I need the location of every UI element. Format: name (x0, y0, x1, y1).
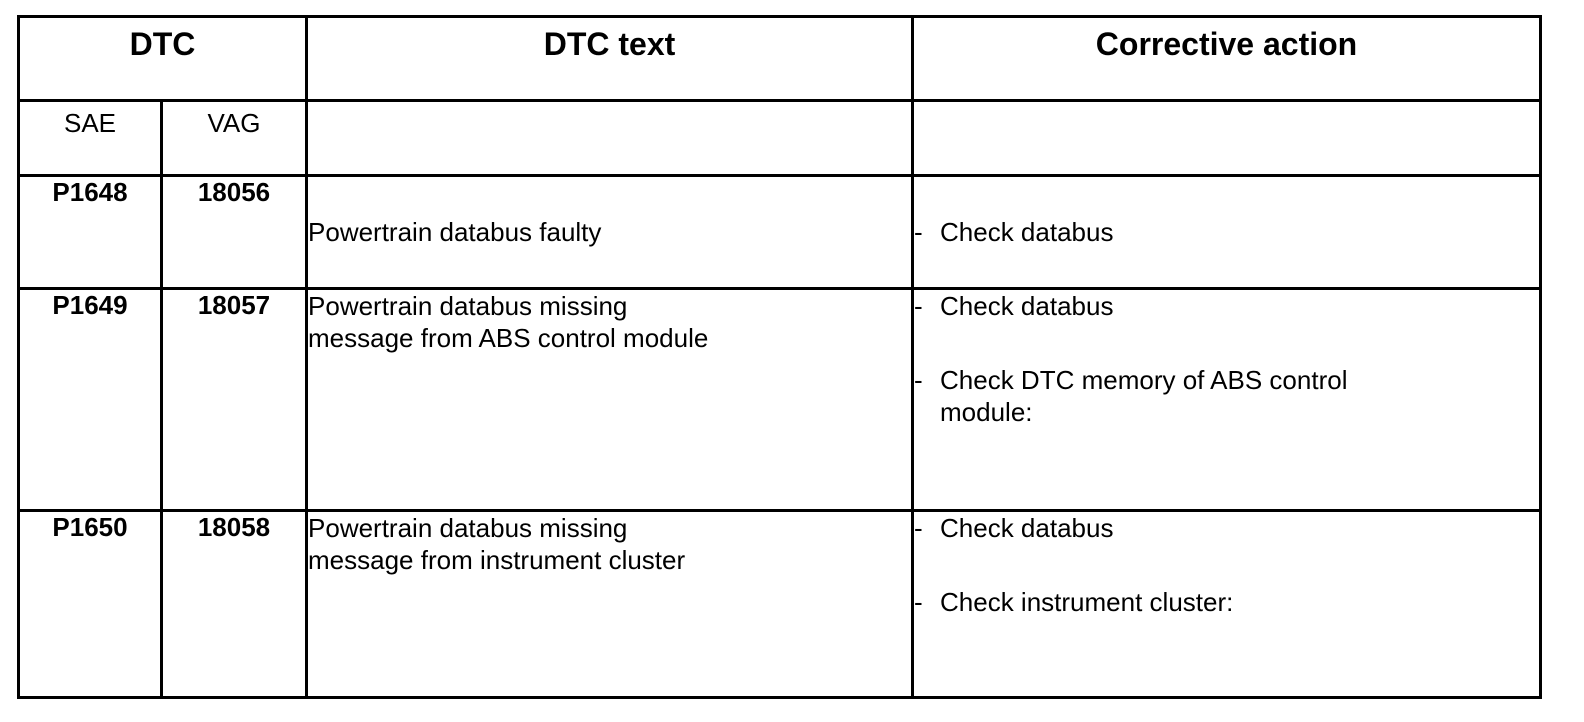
subheader-sae-cell (19, 101, 162, 176)
dtc-text-line: Powertrain databus faulty (308, 217, 602, 247)
header-dtc-text-cell (307, 17, 913, 101)
dash-bullet: - (914, 513, 923, 543)
sae-code: P1648 (19, 176, 162, 289)
subheader-row (19, 101, 1541, 176)
sae-code: P1649 (19, 289, 162, 511)
dtc-text-cell (307, 176, 913, 289)
dtc-text-line: message from instrument cluster (308, 545, 686, 575)
action-text: Check databus (940, 291, 1114, 321)
header-row (19, 17, 1541, 101)
action-text: Check instrument cluster: (940, 587, 1234, 617)
dash-bullet: - (914, 587, 923, 617)
dash-bullet: - (914, 217, 923, 247)
header-dtc-cell (19, 17, 307, 101)
corrective-action-cell (913, 289, 1541, 511)
action-item (914, 586, 1539, 618)
dtc-text-cell (307, 511, 913, 698)
sae-code: P1650 (19, 511, 162, 698)
header-dtc-text: DTC text (543, 26, 676, 62)
action-text: Check DTC memory of ABS control (940, 365, 1348, 395)
vag-code: 18057 (162, 289, 307, 511)
action-item (914, 512, 1539, 544)
table-row (19, 511, 1541, 698)
subheader-sae: SAE (63, 108, 117, 138)
header-corrective-action: Corrective action (1095, 26, 1358, 62)
table-row (19, 289, 1541, 511)
action-text: module: (940, 397, 1033, 427)
subheader-vag-cell (162, 101, 307, 176)
vag-code: 18056 (162, 176, 307, 289)
dtc-text-line: message from ABS control module (308, 323, 709, 353)
action-text: Check databus (940, 217, 1114, 247)
dtc-text-line: Powertrain databus missing (308, 513, 628, 543)
subheader-empty-action (913, 101, 1541, 176)
header-corrective-action-cell (913, 17, 1541, 101)
subheader-vag: VAG (207, 108, 261, 138)
action-text: Check databus (940, 513, 1114, 543)
subheader-empty-text (307, 101, 913, 176)
dtc-text-line: Powertrain databus missing (308, 291, 628, 321)
action-item (914, 216, 1539, 248)
vag-code: 18058 (162, 511, 307, 698)
dtc-text-cell (307, 289, 913, 511)
dash-bullet: - (914, 291, 923, 321)
dtc-table (17, 15, 1542, 699)
corrective-action-cell (913, 176, 1541, 289)
header-dtc: DTC (129, 26, 196, 62)
dash-bullet: - (914, 365, 923, 395)
action-item (914, 364, 1539, 428)
action-item (914, 290, 1539, 322)
corrective-action-cell (913, 511, 1541, 698)
table-row (19, 176, 1541, 289)
